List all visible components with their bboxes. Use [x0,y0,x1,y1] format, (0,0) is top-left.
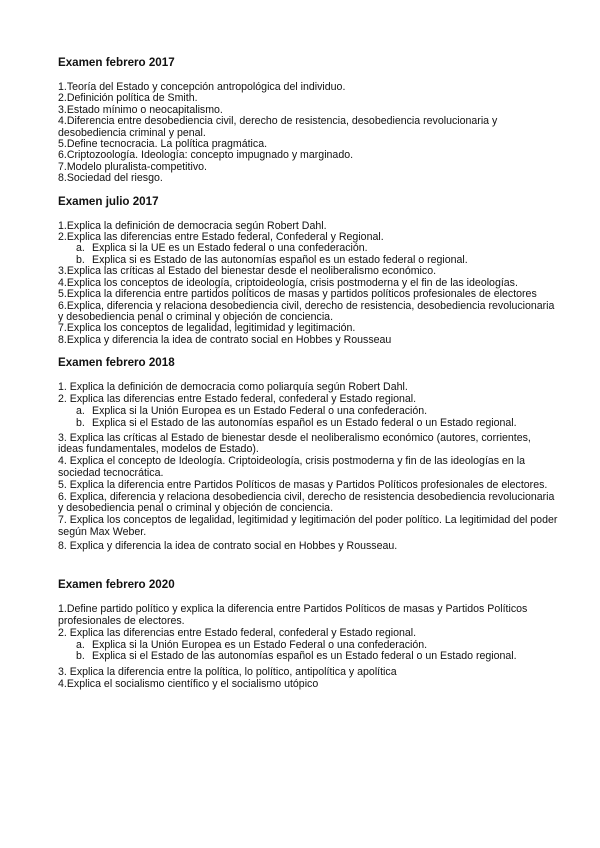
question-list [58,266,558,346]
section-title: Examen febrero 2020 [58,578,175,592]
sub-question-text: Explica si la UE es un Estado federal o una confederación. [92,242,368,255]
sub-question-item [76,418,558,429]
question-item: 2.Explica las diferencias entre Estado federal, Confederal y Regional. [58,231,384,244]
question-item: 7. Explica los conceptos de legalidad, legitimidad y legitimación del poder político. La legitimidad del poder según Max Weber. [58,514,558,538]
question-item: 8. Explica y diferencia la idea de contrato social en Hobbes y Rousseau. [58,539,398,552]
sub-question-text: Explica si el Estado de las autonomías español es un Estado federal o un Estado regional. [92,416,517,429]
question-list [58,82,558,185]
question-item: 1.Teoría del Estado y concepción antropológica del individuo. [58,81,346,93]
question-item: 4.Explica el socialismo científico y el socialismo utópico [58,677,319,690]
question-item: 3. Explica la diferencia entre la política, lo político, antipolítica y apolítica [58,665,397,678]
question-item: 5.Explica la diferencia entre partidos políticos de masas y partidos políticos profesionales de electores [58,288,537,301]
sub-question-text: Explica si es Estado de las autonomías español es un estado federal o regional. [92,253,468,266]
question-list [58,382,558,405]
question-list [58,667,558,690]
question-item: 8.Explica y diferencia la idea de contrato social en Hobbes y Rousseau [58,333,392,346]
sub-marker: b. [76,253,85,266]
sub-marker: a. [76,242,85,255]
sub-question-list [58,406,558,429]
question-item: 6. Explica, diferencia y relaciona desobediencia civil, derecho de resistencia desobediencia revolucionaria y desobediencia penal o criminal y objeción de conciencia. [58,490,555,515]
sub-question-item [76,255,558,266]
question-item: 7.Explica los conceptos de legalidad, legitimidad y legitimación. [58,322,356,335]
question-item: 3.Estado mínimo o neocapitalismo. [58,103,223,116]
question-item: 3.Explica las críticas al Estado del bienestar desde el neoliberalismo económico. [58,265,437,278]
sub-marker: b. [76,650,85,663]
question-item: 1.Explica la definición de democracia según Robert Dahl. [58,219,327,232]
question-item: 2. Explica las diferencias entre Estado federal, confederal y Estado regional. [58,393,417,406]
question-item: 4. Explica el concepto de Ideología. Criptoideología, crisis postmoderna y fin de las ideologías en la sociedad tecnocrática. [58,455,525,479]
question-item: 1. Explica la definición de democracia como poliarquía según Robert Dahl. [58,381,408,394]
question-item: 4.Diferencia entre desobediencia civil, derecho de resistencia, desobediencia revolucionaria y desobediencia criminal y penal. [58,115,498,139]
question-list [58,221,558,244]
section-title: Examen julio 2017 [58,194,159,208]
question-item: 5.Define tecnocracia. La política pragmática. [58,138,268,151]
document-page [58,56,558,700]
question-item: 4.Explica los conceptos de ideología, criptoideología, crisis postmoderna y el fin de las ideologías. [58,276,518,289]
sub-question-text: Explica si la Unión Europea es un Estado Federal o una confederación. [92,405,428,418]
question-item: 2. Explica las diferencias entre Estado federal, confederal y Estado regional. [58,626,417,639]
sub-question-item [76,651,558,662]
section-febrero-2018 [58,356,558,552]
question-item: 2.Definición política de Smith. [58,92,198,105]
sub-question-text: Explica si el Estado de las autonomías español es un Estado federal o un Estado regional. [92,650,517,663]
question-item: 6.Criptozoología. Ideología: concepto impugnado y marginado. [58,149,354,162]
section-title: Examen febrero 2018 [58,356,175,370]
sub-question-list [58,640,558,663]
section-febrero-2017 [58,56,558,185]
sub-question-text: Explica si la Unión Europea es un Estado Federal o una confederación. [92,638,428,651]
sub-marker: b. [76,416,85,429]
question-list [58,433,558,552]
question-item: 8.Sociedad del riesgo. [58,172,163,185]
question-item: 1.Define partido político y explica la diferencia entre Partidos Políticos de masas y Partidos Políticos profesionales de electores. [58,603,528,627]
section-title: Examen febrero 2017 [58,56,175,69]
sub-marker: a. [76,638,85,651]
section-julio-2017 [58,195,558,346]
question-list [58,604,558,639]
question-item: 3. Explica las críticas al Estado de bienestar desde el neoliberalismo económico (autores, corrientes, ideas fundamentales, modelos de Estado). [58,431,531,456]
sub-question-list [58,243,558,266]
question-item: 7.Modelo pluralista-competitivo. [58,160,207,173]
question-item: 6.Explica, diferencia y relaciona desobediencia civil, derecho de resistencia, desobediencia revolucionaria y desobediencia penal o criminal y objeción de conciencia. [58,299,555,323]
question-item: 5. Explica la diferencia entre Partidos Políticos de masas y Partidos Políticos profesionales de electores. [58,478,548,491]
section-febrero-2020 [58,578,558,690]
sub-marker: a. [76,405,85,418]
